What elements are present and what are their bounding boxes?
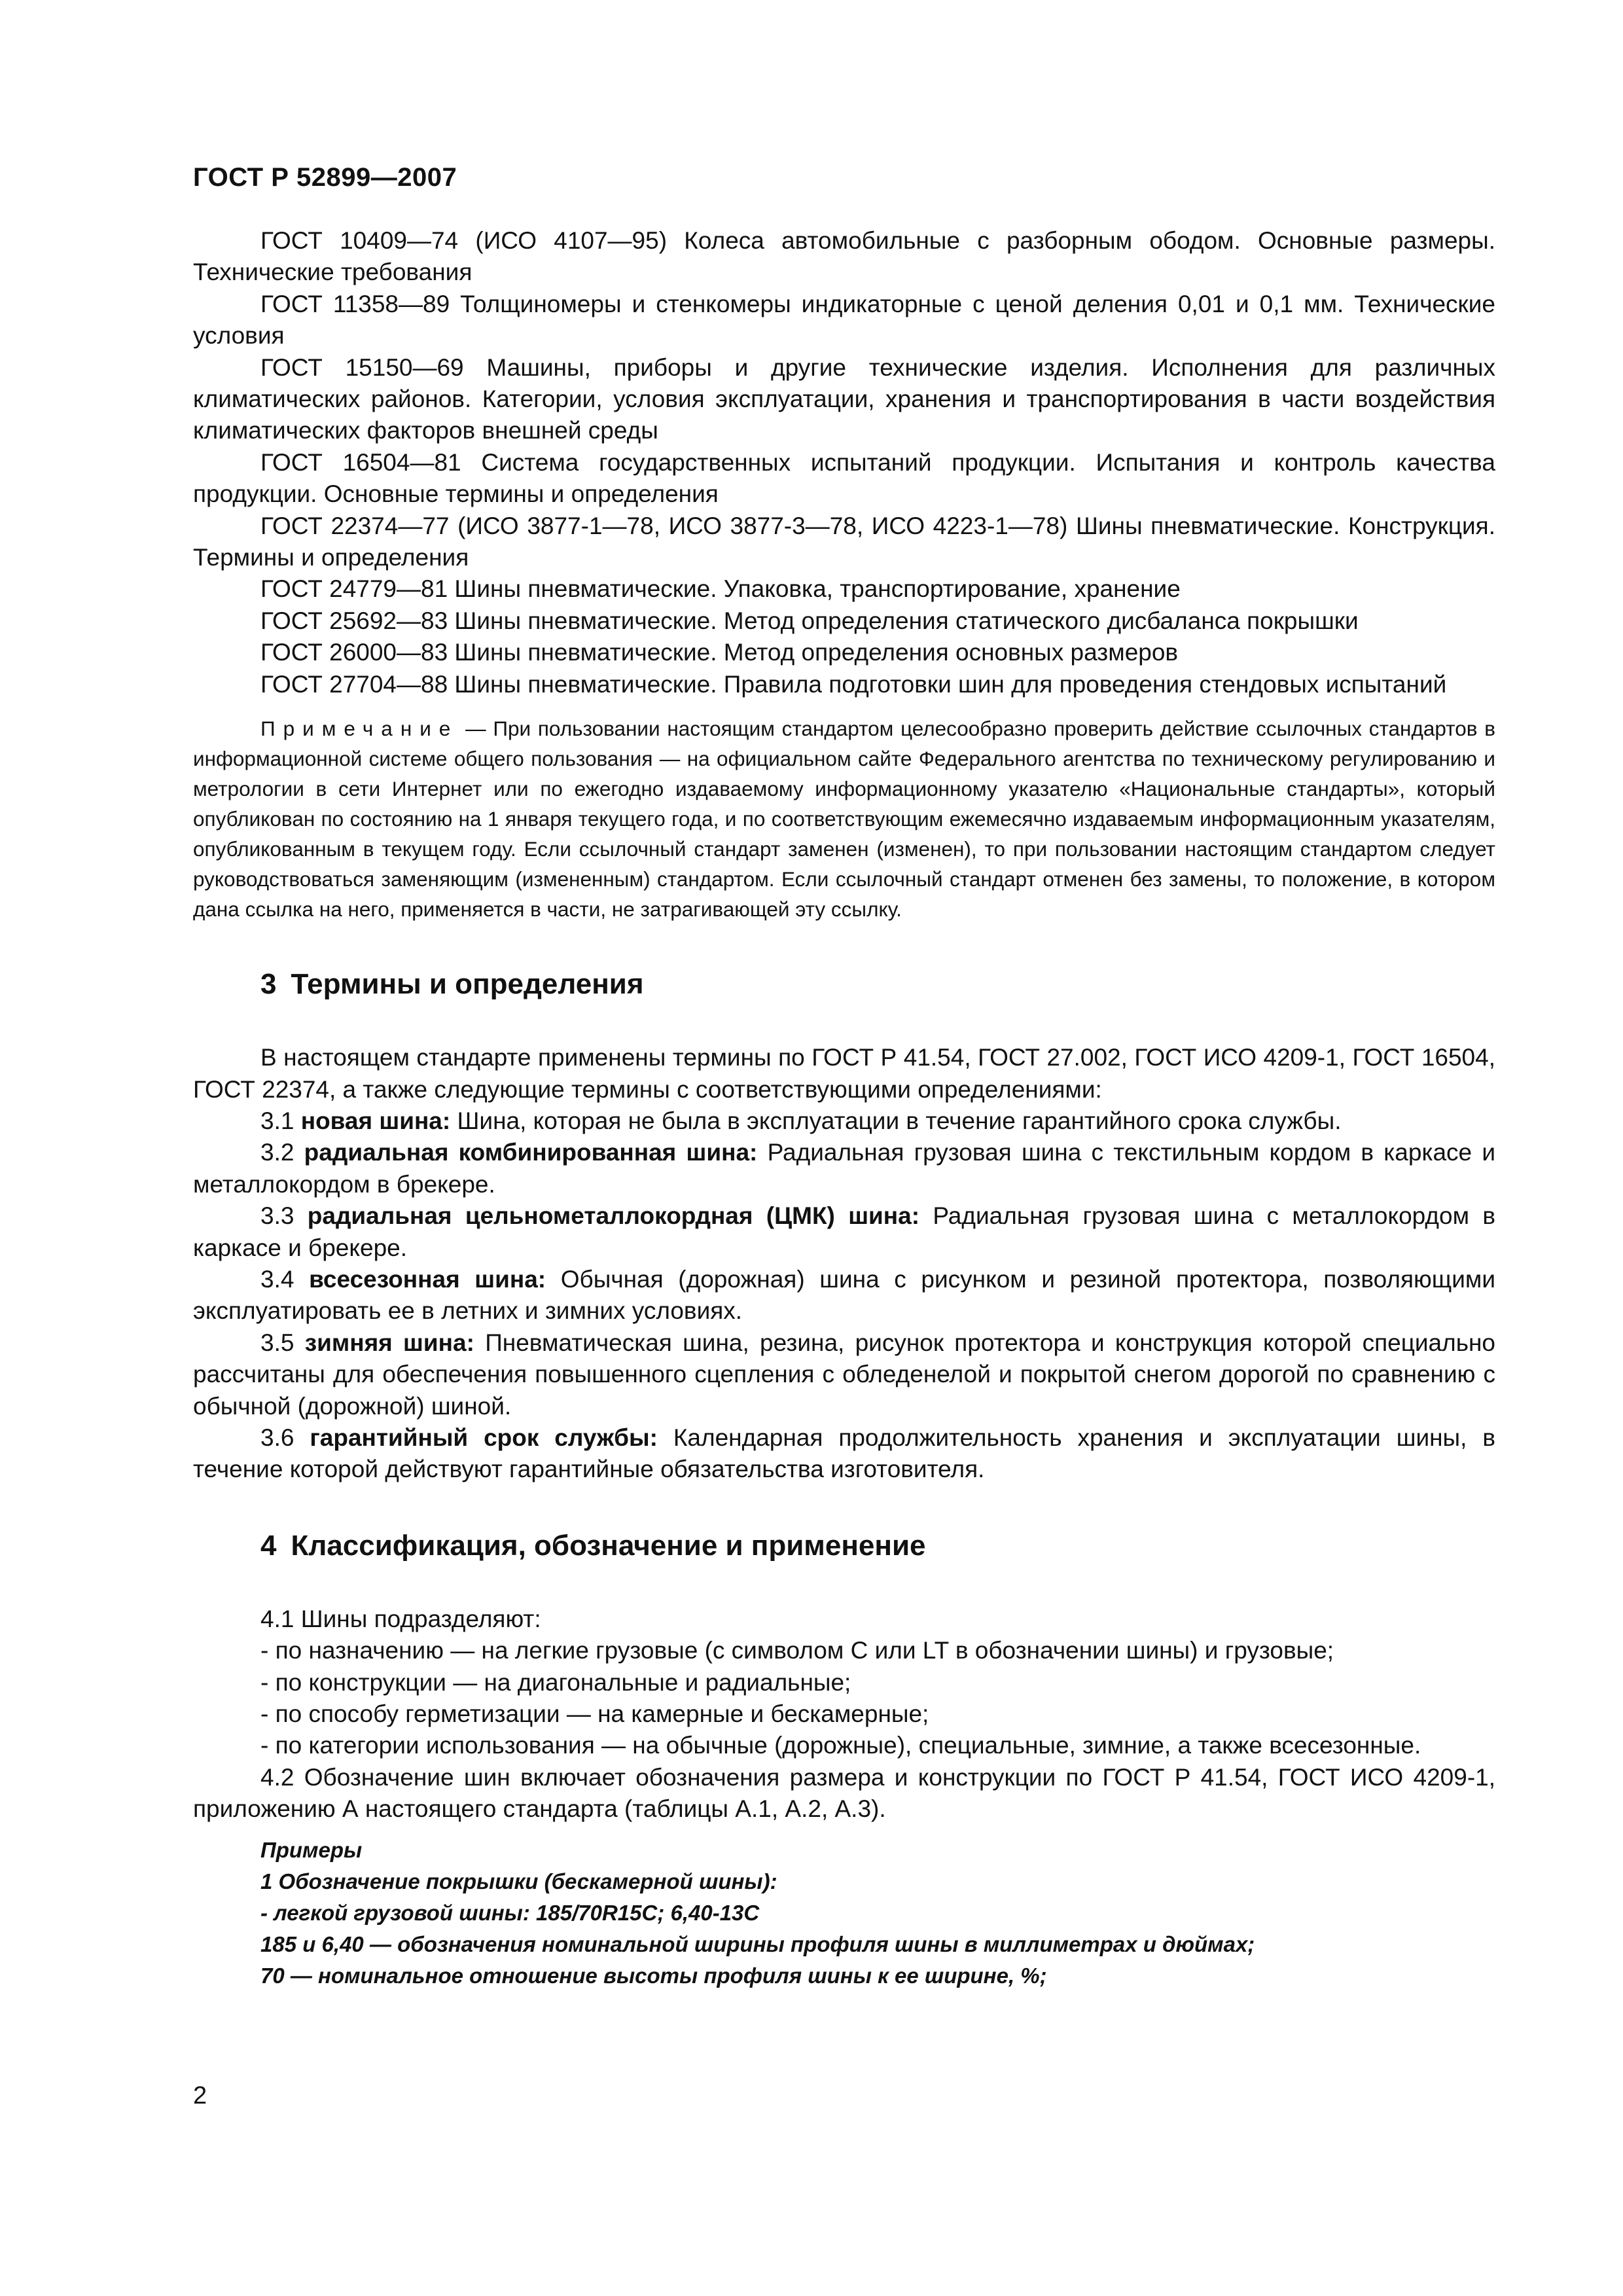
term-def: Обычная (дорожная) шина с рисунком и резиной протектора, позволяющими эксплуатировать ее в летних и зимних условиях. xyxy=(193,1265,1495,1325)
term-definition xyxy=(193,1105,1495,1137)
example-line: 185 и 6,40 — обозначения номинальной ширины профиля шины в миллиметрах и дюймах; xyxy=(260,1931,1255,1956)
reference-item: ГОСТ 25692—83 Шины пневматические. Метод определения статического дисбаланса покрышки xyxy=(260,607,1359,634)
reference-item: ГОСТ 26000—83 Шины пневматические. Метод определения основных размеров xyxy=(260,639,1179,666)
term-definition xyxy=(193,1327,1495,1422)
section-number: 3 xyxy=(260,968,277,1001)
clause-4-2: 4.2 Обозначение шин включает обозначения размера и конструкции по ГОСТ Р 41.54, ГОСТ ИСО 4209-1, приложению А настоящего стандарта (таблицы А.1, А.2, А.3). xyxy=(193,1763,1495,1823)
example-line: Примеры xyxy=(260,1837,363,1862)
note-lead: Примечание xyxy=(260,717,459,741)
reference-item: ГОСТ 27704—88 Шины пневматические. Правила подготовки шин для проведения стендовых испытаний xyxy=(260,670,1447,698)
term-name: новая шина: xyxy=(300,1107,451,1134)
list-item: - по способу герметизации — на камерные и бескамерные; xyxy=(260,1700,929,1727)
section-title: Термины и определения xyxy=(291,968,644,1001)
section-3-heading xyxy=(193,966,1495,1003)
list-item: - по категории использования — на обычные (дорожные), специальные, зимние, а также всесезонные. xyxy=(260,1732,1421,1759)
term-definition xyxy=(193,1422,1495,1486)
section-number: 4 xyxy=(260,1529,277,1562)
term-name: всесезонная шина: xyxy=(309,1265,546,1293)
term-name: гарантийный срок службы: xyxy=(310,1424,658,1451)
term-number: 3.6 xyxy=(260,1424,294,1451)
page-number: 2 xyxy=(193,2082,207,2109)
term-number: 3.1 xyxy=(260,1107,294,1134)
term-number: 3.5 xyxy=(260,1329,294,1356)
term-definition xyxy=(193,1200,1495,1264)
term-number: 3.3 xyxy=(260,1202,294,1230)
section-3-intro: В настоящем стандарте применены термины по ГОСТ Р 41.54, ГОСТ 27.002, ГОСТ ИСО 4209-1, ГОСТ 16504, ГОСТ 22374, а также следующие термины с соответствующими определениями: xyxy=(193,1044,1495,1103)
page-content xyxy=(193,225,1495,1992)
section-4-heading xyxy=(193,1528,1495,1564)
reference-item: ГОСТ 10409—74 (ИСО 4107—95) Колеса автомобильные с разборным ободом. Основные размеры. Технические требования xyxy=(193,227,1495,286)
examples-block xyxy=(193,1835,1495,1992)
reference-item: ГОСТ 11358—89 Толщиномеры и стенкомеры индикаторные с ценой деления 0,01 и 0,1 мм. Технические условия xyxy=(193,290,1495,350)
term-number: 3.4 xyxy=(260,1265,294,1293)
term-def: Радиальная грузовая шина с текстильным кордом в каркасе и металлокордом в брекере. xyxy=(193,1139,1496,1198)
example-line: 70 — номинальное отношение высоты профиля шины к ее ширине, %; xyxy=(260,1963,1047,1988)
example-line: - легкой грузовой шины: 185/70R15C; 6,40-13C xyxy=(260,1900,760,1925)
term-name: радиальная цельнометаллокордная (ЦМК) шина: xyxy=(307,1202,920,1230)
example-line: 1 Обозначение покрышки (бескамерной шины): xyxy=(260,1869,777,1893)
term-def: Пневматическая шина, резина, рисунок протектора и конструкция которой специально рассчитаны для обеспечения повышенного сцепления с обледенелой и покрытой снегом дорогой по сравнению с обычной (дорожной) шиной. xyxy=(193,1329,1496,1420)
term-definition xyxy=(193,1137,1495,1200)
term-definition xyxy=(193,1264,1495,1327)
term-def: Шина, которая не была в эксплуатации в течение гарантийного срока службы. xyxy=(457,1107,1342,1134)
document-header: ГОСТ Р 52899—2007 xyxy=(193,163,457,192)
section-title: Классификация, обозначение и применение xyxy=(291,1529,926,1562)
reference-item: ГОСТ 15150—69 Машины, приборы и другие технические изделия. Исполнения для различных климатических районов. Категории, условия эксплуатации, хранения и транспортирования в части воздействия климатических факторов внешней среды xyxy=(193,353,1495,444)
list-item: - по конструкции — на диагональные и радиальные; xyxy=(260,1668,851,1696)
term-def: Календарная продолжительность хранения и эксплуатации шины, в течение которой действуют гарантийные обязательства изготовителя. xyxy=(193,1424,1495,1483)
term-name: радиальная комбинированная шина: xyxy=(304,1139,758,1166)
reference-item: ГОСТ 22374—77 (ИСО 3877-1—78, ИСО 3877-3—78, ИСО 4223-1—78) Шины пневматические. Конструкция. Термины и определения xyxy=(193,512,1495,571)
term-name: зимняя шина: xyxy=(304,1329,474,1356)
note-text: — При пользовании настоящим стандартом целесообразно проверить действие ссылочных стандартов в информационной системе общего пользования — на официальном сайте Федерального агентства по техническому регулированию и метрологии в сети Интернет или по ежегодно издаваемому информационному указателю «Национальные стандарты», который опубликован по состоянию на 1 января текущего года, и по соответствующим ежемесячно издаваемым информационным указателям, опубликованным в текущем году. Если ссылочный стандарт заменен (изменен), то при пользовании настоящим стандартом следует руководствоваться заменяющим (измененным) стандартом. Если ссылочный стандарт отменен без замены, то положение, в котором дана ссылка на него, применяется в части, не затрагивающей эту ссылку. xyxy=(193,717,1495,922)
note-paragraph xyxy=(193,713,1495,924)
list-item: - по назначению — на легкие грузовые (с символом С или LT в обозначении шины) и грузовые; xyxy=(260,1637,1334,1664)
reference-item: ГОСТ 24779—81 Шины пневматические. Упаковка, транспортирование, хранение xyxy=(260,575,1181,603)
term-number: 3.2 xyxy=(260,1139,294,1166)
clause-4-1: 4.1 Шины подразделяют: xyxy=(260,1605,541,1632)
reference-item: ГОСТ 16504—81 Система государственных испытаний продукции. Испытания и контроль качества продукции. Основные термины и определения xyxy=(193,448,1495,508)
term-def: Радиальная грузовая шина с металлокордом в каркасе и брекере. xyxy=(193,1202,1495,1261)
